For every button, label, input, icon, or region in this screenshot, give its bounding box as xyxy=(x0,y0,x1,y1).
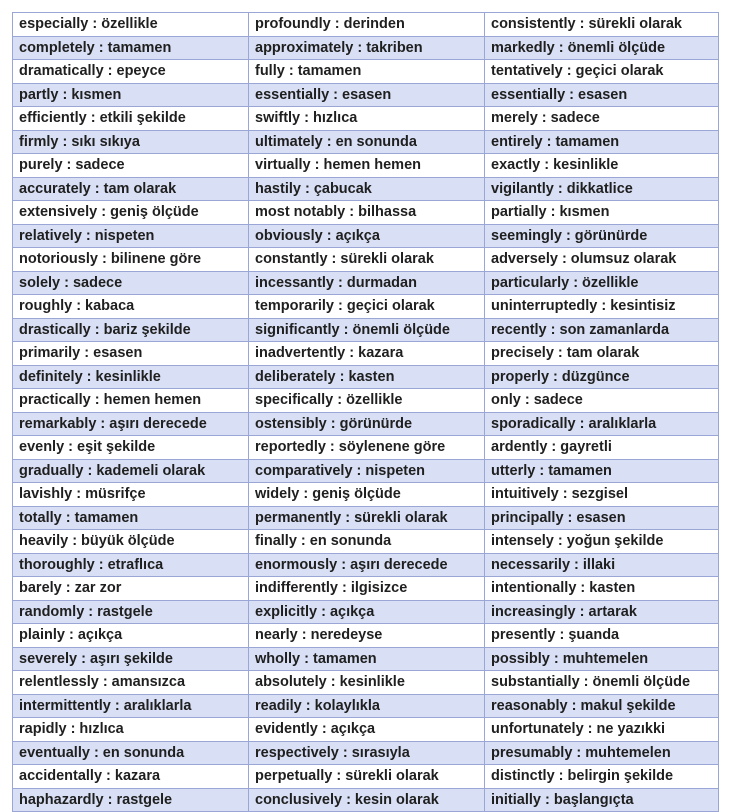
word-pair-cell: relentlessly : amansızca xyxy=(13,671,249,695)
word-pair-cell: accidentally : kazara xyxy=(13,765,249,789)
vocabulary-table-container xyxy=(12,12,718,812)
word-pair-cell: finally : en sonunda xyxy=(249,530,485,554)
word-pair-cell: dramatically : epeyce xyxy=(13,60,249,84)
word-pair-cell: barely : zar zor xyxy=(13,577,249,601)
table-row xyxy=(13,765,719,789)
word-pair-cell: extensively : geniş ölçüde xyxy=(13,201,249,225)
table-row xyxy=(13,553,719,577)
word-pair-cell: purely : sadece xyxy=(13,154,249,178)
table-row xyxy=(13,83,719,107)
word-pair-cell: ultimately : en sonunda xyxy=(249,130,485,154)
word-pair-cell: lavishly : müsrifçe xyxy=(13,483,249,507)
word-pair-cell: firmly : sıkı sıkıya xyxy=(13,130,249,154)
word-pair-cell: conclusively : kesin olarak xyxy=(249,788,485,812)
word-pair-cell: significantly : önemli ölçüde xyxy=(249,318,485,342)
word-pair-cell: reportedly : söylenene göre xyxy=(249,436,485,460)
word-pair-cell: consistently : sürekli olarak xyxy=(485,13,719,37)
word-pair-cell: fully : tamamen xyxy=(249,60,485,84)
word-pair-cell: temporarily : geçici olarak xyxy=(249,295,485,319)
word-pair-cell: specifically : özellikle xyxy=(249,389,485,413)
word-pair-cell: seemingly : görünürde xyxy=(485,224,719,248)
table-row xyxy=(13,624,719,648)
word-pair-cell: presently : şuanda xyxy=(485,624,719,648)
table-row xyxy=(13,13,719,37)
word-pair-cell: intuitively : sezgisel xyxy=(485,483,719,507)
table-row xyxy=(13,60,719,84)
word-pair-cell: totally : tamamen xyxy=(13,506,249,530)
word-pair-cell: severely : aşırı şekilde xyxy=(13,647,249,671)
word-pair-cell: partly : kısmen xyxy=(13,83,249,107)
word-pair-cell: accurately : tam olarak xyxy=(13,177,249,201)
word-pair-cell: permanently : sürekli olarak xyxy=(249,506,485,530)
word-pair-cell: essentially : esasen xyxy=(485,83,719,107)
word-pair-cell: incessantly : durmadan xyxy=(249,271,485,295)
word-pair-cell: adversely : olumsuz olarak xyxy=(485,248,719,272)
word-pair-cell: recently : son zamanlarda xyxy=(485,318,719,342)
word-pair-cell: haphazardly : rastgele xyxy=(13,788,249,812)
word-pair-cell: increasingly : artarak xyxy=(485,600,719,624)
table-row xyxy=(13,389,719,413)
word-pair-cell: readily : kolaylıkla xyxy=(249,694,485,718)
word-pair-cell: comparatively : nispeten xyxy=(249,459,485,483)
word-pair-cell: eventually : en sonunda xyxy=(13,741,249,765)
table-row xyxy=(13,154,719,178)
word-pair-cell: perpetually : sürekli olarak xyxy=(249,765,485,789)
word-pair-cell: necessarily : illaki xyxy=(485,553,719,577)
word-pair-cell: intensely : yoğun şekilde xyxy=(485,530,719,554)
word-pair-cell: substantially : önemli ölçüde xyxy=(485,671,719,695)
word-pair-cell: properly : düzgünce xyxy=(485,365,719,389)
word-pair-cell: initially : başlangıçta xyxy=(485,788,719,812)
word-pair-cell: definitely : kesinlikle xyxy=(13,365,249,389)
word-pair-cell: essentially : esasen xyxy=(249,83,485,107)
table-row xyxy=(13,36,719,60)
vocabulary-table xyxy=(12,12,719,812)
word-pair-cell: completely : tamamen xyxy=(13,36,249,60)
word-pair-cell: nearly : neredeyse xyxy=(249,624,485,648)
table-row xyxy=(13,177,719,201)
word-pair-cell: intentionally : kasten xyxy=(485,577,719,601)
word-pair-cell: indifferently : ilgisizce xyxy=(249,577,485,601)
table-row xyxy=(13,318,719,342)
table-row xyxy=(13,412,719,436)
table-row xyxy=(13,694,719,718)
word-pair-cell: entirely : tamamen xyxy=(485,130,719,154)
word-pair-cell: markedly : önemli ölçüde xyxy=(485,36,719,60)
word-pair-cell: primarily : esasen xyxy=(13,342,249,366)
word-pair-cell: ostensibly : görünürde xyxy=(249,412,485,436)
word-pair-cell: vigilantly : dikkatlice xyxy=(485,177,719,201)
table-row xyxy=(13,130,719,154)
table-row xyxy=(13,224,719,248)
word-pair-cell: tentatively : geçici olarak xyxy=(485,60,719,84)
table-row xyxy=(13,577,719,601)
word-pair-cell: possibly : muhtemelen xyxy=(485,647,719,671)
word-pair-cell: principally : esasen xyxy=(485,506,719,530)
table-row xyxy=(13,248,719,272)
vocabulary-table-body xyxy=(13,13,719,812)
word-pair-cell: exactly : kesinlikle xyxy=(485,154,719,178)
word-pair-cell: enormously : aşırı derecede xyxy=(249,553,485,577)
word-pair-cell: efficiently : etkili şekilde xyxy=(13,107,249,131)
table-row xyxy=(13,483,719,507)
word-pair-cell: constantly : sürekli olarak xyxy=(249,248,485,272)
table-row xyxy=(13,342,719,366)
word-pair-cell: distinctly : belirgin şekilde xyxy=(485,765,719,789)
word-pair-cell: drastically : bariz şekilde xyxy=(13,318,249,342)
word-pair-cell: remarkably : aşırı derecede xyxy=(13,412,249,436)
table-row xyxy=(13,201,719,225)
word-pair-cell: approximately : takriben xyxy=(249,36,485,60)
word-pair-cell: heavily : büyük ölçüde xyxy=(13,530,249,554)
word-pair-cell: swiftly : hızlıca xyxy=(249,107,485,131)
word-pair-cell: profoundly : derinden xyxy=(249,13,485,37)
word-pair-cell: obviously : açıkça xyxy=(249,224,485,248)
word-pair-cell: plainly : açıkça xyxy=(13,624,249,648)
word-pair-cell: merely : sadece xyxy=(485,107,719,131)
word-pair-cell: deliberately : kasten xyxy=(249,365,485,389)
word-pair-cell: presumably : muhtemelen xyxy=(485,741,719,765)
table-row xyxy=(13,436,719,460)
table-row xyxy=(13,459,719,483)
word-pair-cell: uninterruptedly : kesintisiz xyxy=(485,295,719,319)
word-pair-cell: roughly : kabaca xyxy=(13,295,249,319)
table-row xyxy=(13,530,719,554)
word-pair-cell: practically : hemen hemen xyxy=(13,389,249,413)
word-pair-cell: evidently : açıkça xyxy=(249,718,485,742)
word-pair-cell: most notably : bilhassa xyxy=(249,201,485,225)
word-pair-cell: randomly : rastgele xyxy=(13,600,249,624)
word-pair-cell: evenly : eşit şekilde xyxy=(13,436,249,460)
word-pair-cell: thoroughly : etraflıca xyxy=(13,553,249,577)
word-pair-cell: precisely : tam olarak xyxy=(485,342,719,366)
word-pair-cell: sporadically : aralıklarla xyxy=(485,412,719,436)
word-pair-cell: rapidly : hızlıca xyxy=(13,718,249,742)
word-pair-cell: particularly : özellikle xyxy=(485,271,719,295)
word-pair-cell: intermittently : aralıklarla xyxy=(13,694,249,718)
word-pair-cell: especially : özellikle xyxy=(13,13,249,37)
table-row xyxy=(13,741,719,765)
table-row xyxy=(13,600,719,624)
word-pair-cell: virtually : hemen hemen xyxy=(249,154,485,178)
table-row xyxy=(13,671,719,695)
word-pair-cell: widely : geniş ölçüde xyxy=(249,483,485,507)
word-pair-cell: unfortunately : ne yazıkki xyxy=(485,718,719,742)
table-row xyxy=(13,718,719,742)
table-row xyxy=(13,295,719,319)
word-pair-cell: reasonably : makul şekilde xyxy=(485,694,719,718)
word-pair-cell: explicitly : açıkça xyxy=(249,600,485,624)
word-pair-cell: partially : kısmen xyxy=(485,201,719,225)
table-row xyxy=(13,107,719,131)
table-row xyxy=(13,271,719,295)
word-pair-cell: ardently : gayretli xyxy=(485,436,719,460)
table-row xyxy=(13,647,719,671)
word-pair-cell: solely : sadece xyxy=(13,271,249,295)
word-pair-cell: inadvertently : kazara xyxy=(249,342,485,366)
word-pair-cell: absolutely : kesinlikle xyxy=(249,671,485,695)
word-pair-cell: notoriously : bilinene göre xyxy=(13,248,249,272)
word-pair-cell: wholly : tamamen xyxy=(249,647,485,671)
word-pair-cell: only : sadece xyxy=(485,389,719,413)
table-row xyxy=(13,365,719,389)
word-pair-cell: relatively : nispeten xyxy=(13,224,249,248)
word-pair-cell: utterly : tamamen xyxy=(485,459,719,483)
word-pair-cell: respectively : sırasıyla xyxy=(249,741,485,765)
table-row xyxy=(13,788,719,812)
table-row xyxy=(13,506,719,530)
word-pair-cell: hastily : çabucak xyxy=(249,177,485,201)
word-pair-cell: gradually : kademeli olarak xyxy=(13,459,249,483)
